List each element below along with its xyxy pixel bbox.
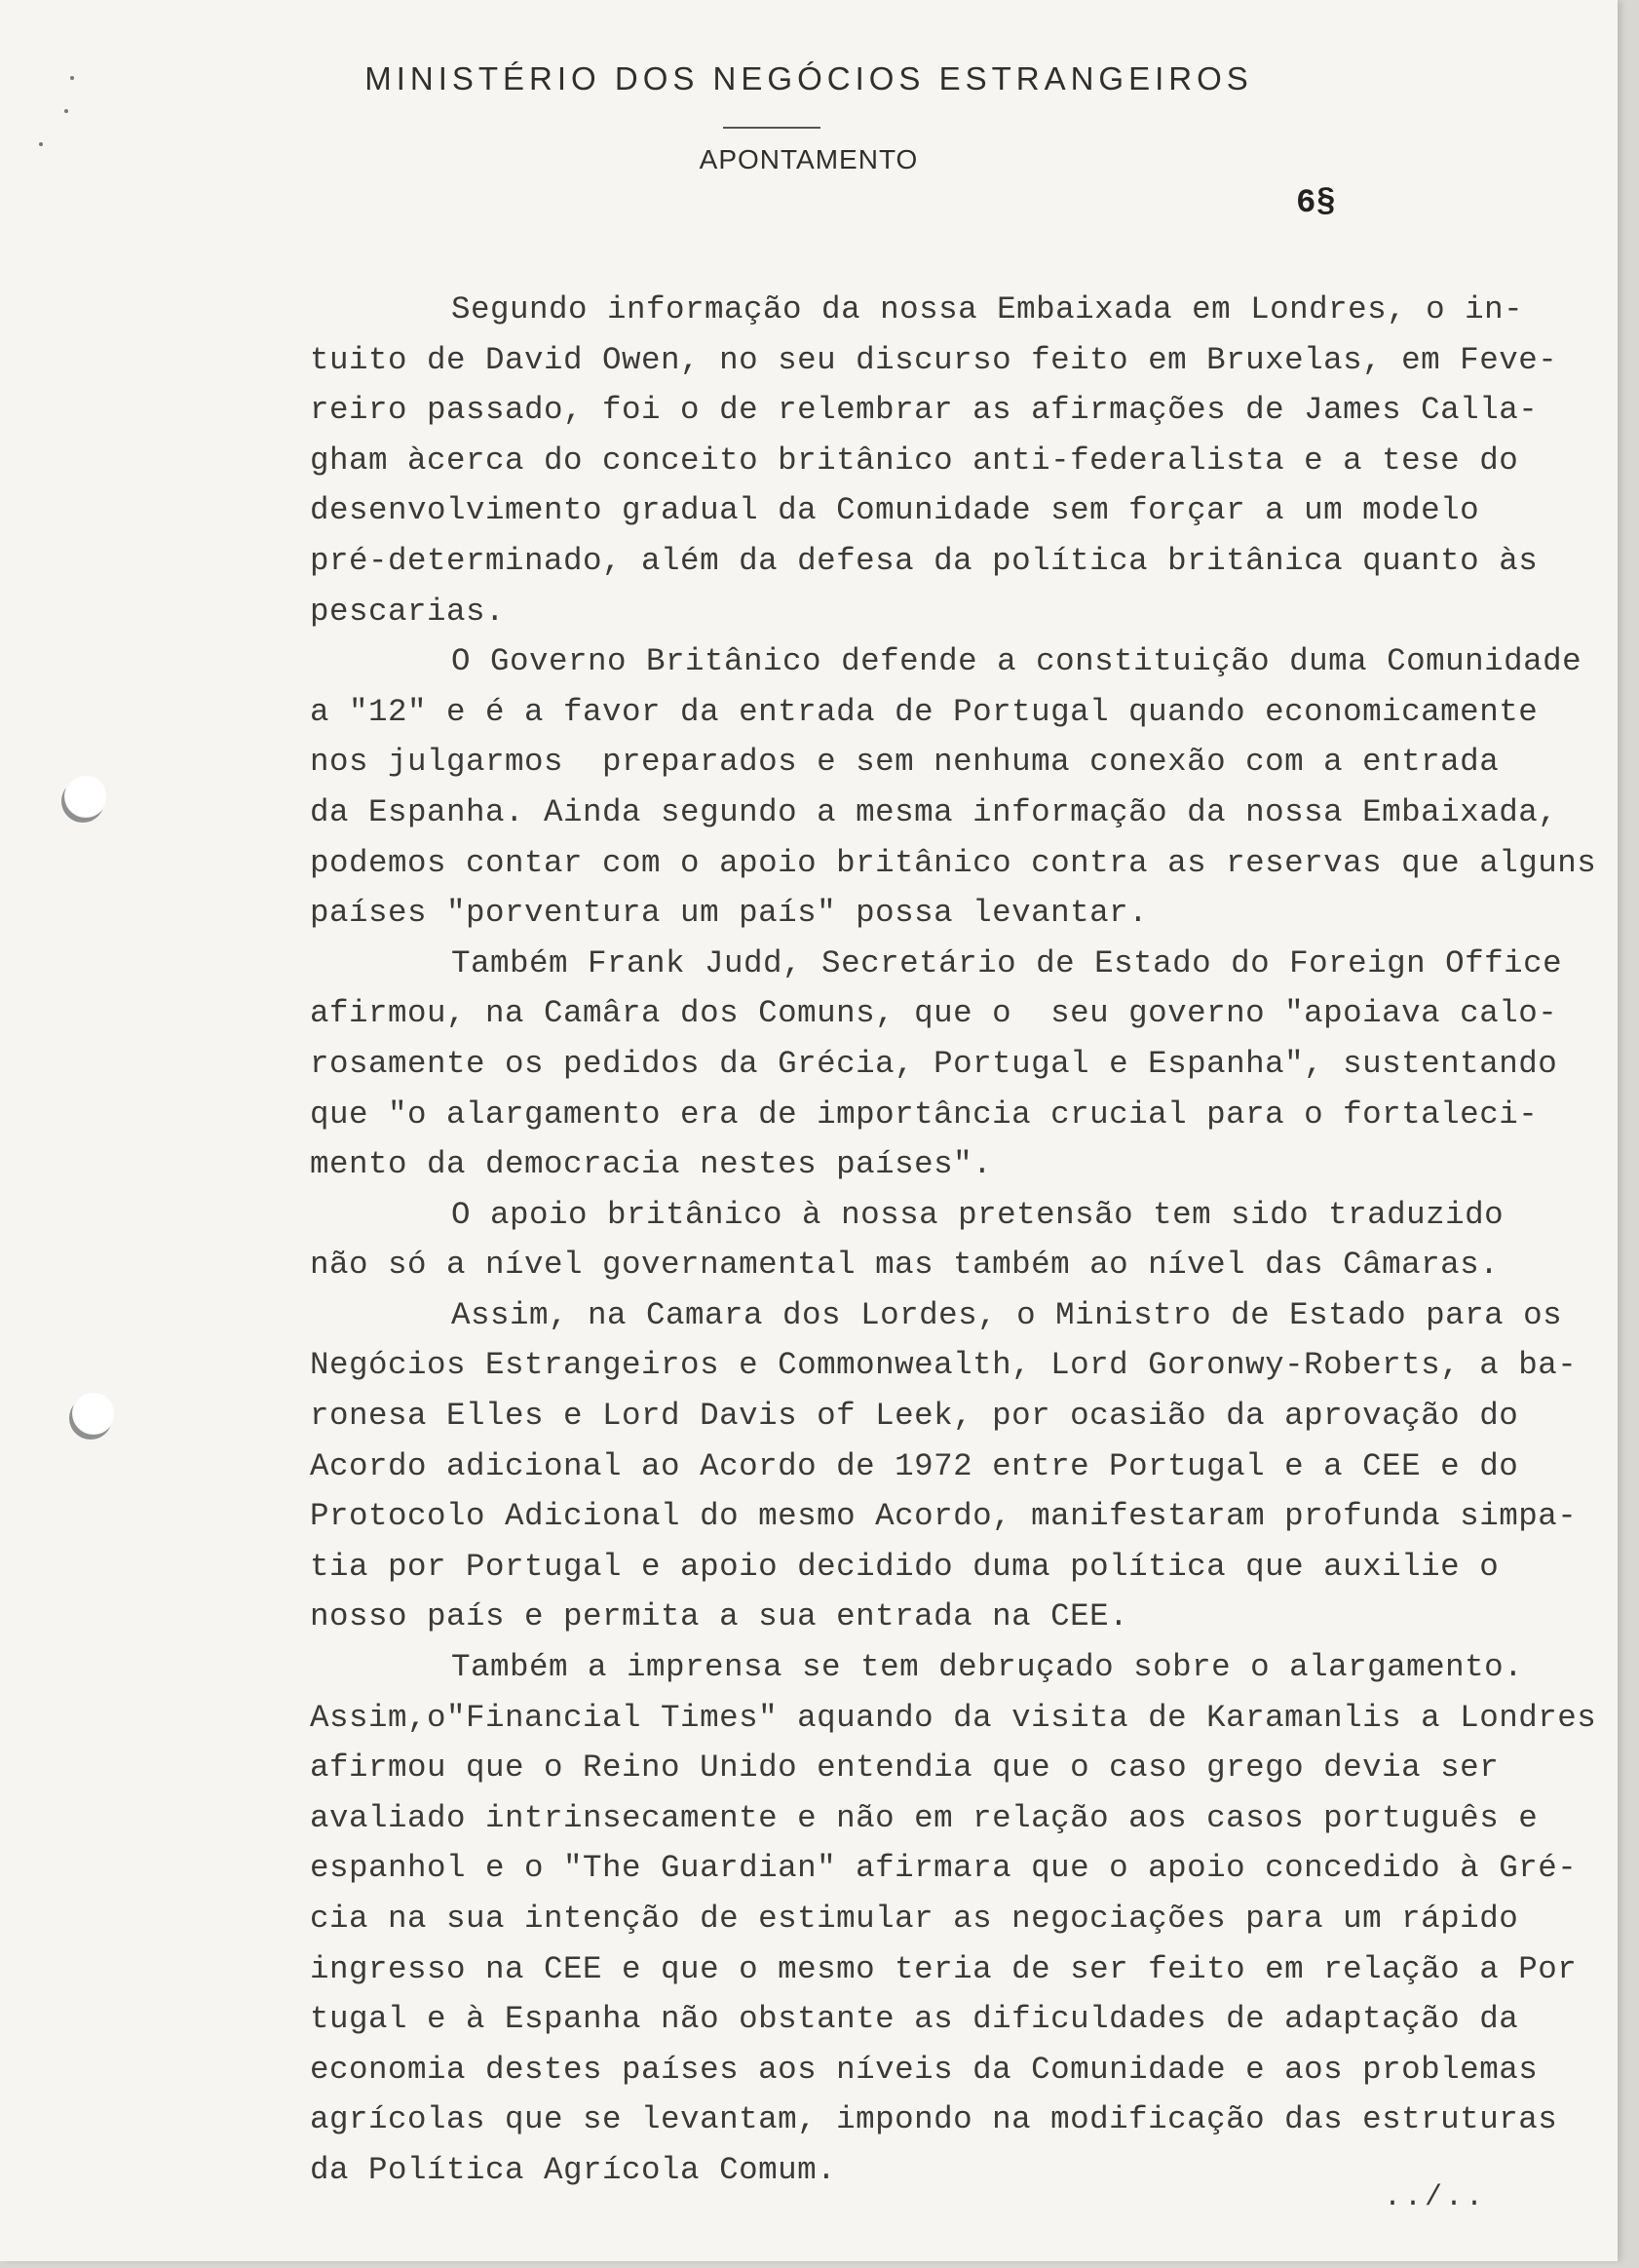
body-line: da Espanha. Ainda segundo a mesma informação da nossa Embaixada,	[310, 793, 1558, 830]
header-divider	[723, 127, 820, 129]
paper-speck	[70, 76, 74, 80]
body-line: Negócios Estrangeiros e Commonwealth, Lord Goronwy-Roberts, a ba-	[310, 1347, 1578, 1384]
body-line: a "12" e é a favor da entrada de Portugal quando economicamente	[310, 693, 1539, 730]
punch-hole-bottom	[72, 1392, 115, 1435]
body-line: O apoio britânico à nossa pretensão tem sido traduzido	[451, 1196, 1505, 1233]
body-line: ronesa Elles e Lord Davis of Leek, por ocasião da aprovação do	[310, 1398, 1519, 1435]
body-line: rosamente os pedidos da Grécia, Portugal e Espanha", sustentando	[310, 1045, 1558, 1082]
memo-body	[310, 285, 1616, 2196]
body-line: economia destes países aos níveis da Comunidade e aos problemas	[310, 2051, 1539, 2088]
body-line: afirmou, na Camâra dos Comuns, que o seu governo "apoiava calo-	[310, 995, 1558, 1032]
paper-speck	[64, 109, 68, 113]
body-line: nosso país e permita a sua entrada na CEE.	[310, 1598, 1129, 1635]
body-line: países "porventura um país" possa levantar.	[310, 895, 1149, 932]
body-line: nos julgarmos preparados e sem nenhuma conexão com a entrada	[310, 744, 1500, 781]
body-line: desenvolvimento gradual da Comunidade sem forçar a um modelo	[310, 492, 1480, 529]
body-line: podemos contar com o apoio britânico contra as reservas que alguns	[310, 844, 1597, 881]
ministry-header: MINISTÉRIO DOS NEGÓCIOS ESTRANGEIROS	[364, 60, 1253, 96]
body-line: agrícolas que se levantam, impondo na modificação das estruturas	[310, 2101, 1558, 2138]
body-line: Também Frank Judd, Secretário de Estado do Foreign Office	[451, 944, 1563, 981]
body-line: que "o alargamento era de importância crucial para o fortaleci-	[310, 1096, 1539, 1133]
body-line: Protocolo Adicional do mesmo Acordo, manifestaram profunda simpa-	[310, 1498, 1578, 1535]
body-line: tia por Portugal e apoio decidido duma política que auxilie o	[310, 1548, 1500, 1585]
page-number: 6§	[1296, 185, 1336, 222]
body-line: reiro passado, foi o de relembrar as afirmações de James Calla-	[310, 392, 1539, 429]
body-line: espanhol e o "The Guardian" afirmara que o apoio concedido à Gré-	[310, 1850, 1578, 1887]
body-line: afirmou que o Reino Unido entendia que o caso grego devia ser	[310, 1749, 1500, 1787]
body-line: ingresso na CEE e que o mesmo teria de ser feito em relação a Por	[310, 1950, 1578, 1987]
body-line: mento da democracia nestes países".	[310, 1146, 993, 1183]
paper-speck	[39, 142, 43, 146]
body-line: Também a imprensa se tem debruçado sobre o alargamento.	[451, 1649, 1524, 1686]
body-line: Acordo adicional ao Acordo de 1972 entre Portugal e a CEE e do	[310, 1447, 1519, 1484]
body-line: avaliado intrinsecamente e não em relação aos casos português e	[310, 1799, 1539, 1836]
body-line: cia na sua intenção de estimular as negociações para um rápido	[310, 1901, 1519, 1937]
body-line: pré-determinado, além da defesa da política britânica quanto às	[310, 542, 1539, 579]
body-line: não só a nível governamental mas também ao nível das Câmaras.	[310, 1247, 1500, 1284]
body-line: O Governo Britânico defende a constituição duma Comunidade	[451, 643, 1582, 680]
document-type-heading: APONTAMENTO	[699, 144, 919, 174]
body-line: Assim,o"Financial Times" aquando da visita de Karamanlis a Londres	[310, 1699, 1597, 1736]
body-line: Segundo informação da nossa Embaixada em Londres, o in-	[451, 291, 1524, 327]
continuation-mark: ../..	[1384, 2181, 1487, 2214]
body-line: pescarias.	[310, 593, 506, 630]
body-line: tugal e à Espanha não obstante as dificuldades de adaptação da	[310, 2001, 1519, 2038]
body-line: da Política Agrícola Comum.	[310, 2151, 837, 2188]
body-line: Assim, na Camara dos Lordes, o Ministro de Estado para os	[451, 1296, 1563, 1333]
body-line: tuito de David Owen, no seu discurso feito em Bruxelas, em Feve-	[310, 341, 1558, 378]
body-line: gham àcerca do conceito britânico anti-federalista e a tese do	[310, 442, 1519, 479]
punch-hole-top	[64, 775, 107, 818]
